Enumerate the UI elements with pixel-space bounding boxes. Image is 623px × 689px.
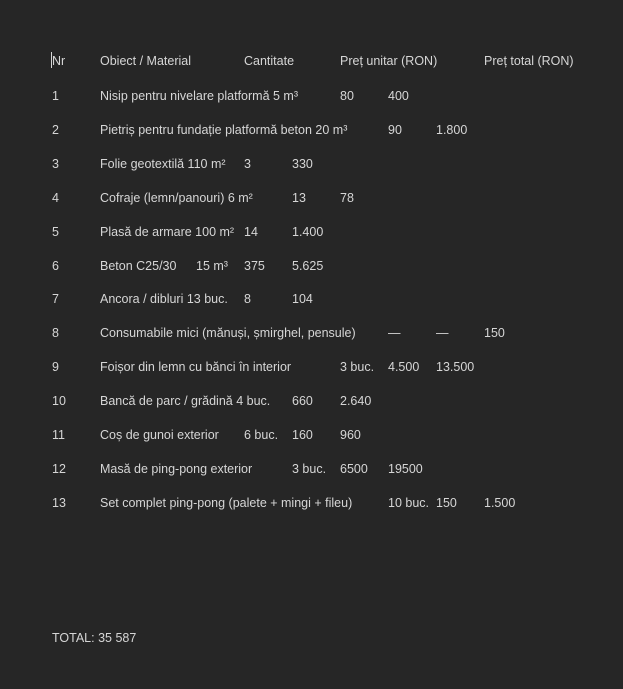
- row-value: 150: [436, 496, 457, 510]
- header-item: Obiect / Material: [100, 54, 192, 68]
- row-item: Cofraje (lemn/panouri) 6 m²: [100, 191, 253, 205]
- row-value: 14: [244, 225, 258, 239]
- row-item: Consumabile mici (mănuși, șmirghel, pensule): [100, 326, 356, 340]
- row-item: Pietriș pentru fundație platformă beton 20 m³: [100, 123, 348, 137]
- row-value: 375: [244, 259, 265, 273]
- row-value: 78: [340, 191, 354, 205]
- row-value: 19500: [388, 462, 423, 476]
- row-item: Bancă de parc / grădină 4 buc.: [100, 394, 271, 408]
- row-value: 1.800: [436, 123, 468, 137]
- row-value: 160: [292, 428, 313, 442]
- table-row: [0, 189, 623, 207]
- row-nr: 5: [52, 225, 59, 239]
- row-item: Masă de ping-pong exterior: [100, 462, 253, 476]
- row-item: Folie geotextilă 110 m²: [100, 157, 226, 171]
- header-unit-price: Preț unitar (RON): [340, 54, 438, 68]
- row-nr: 13: [52, 496, 66, 510]
- row-value: 90: [388, 123, 402, 137]
- row-item: Coș de gunoi exterior: [100, 428, 219, 442]
- row-nr: 10: [52, 394, 66, 408]
- row-value: 3 buc.: [340, 360, 375, 374]
- row-value: 10 buc.: [388, 496, 430, 510]
- table-row: [0, 324, 623, 342]
- table-row: [0, 87, 623, 105]
- row-value: 3: [244, 157, 251, 171]
- table-row: [0, 358, 623, 376]
- row-nr: 4: [52, 191, 59, 205]
- row-nr: 11: [52, 428, 65, 442]
- row-value: 13: [292, 191, 306, 205]
- row-value: 6500: [340, 462, 368, 476]
- table-row: [0, 121, 623, 139]
- row-value: 960: [340, 428, 361, 442]
- row-value: 1.500: [484, 496, 516, 510]
- row-value: 8: [244, 292, 251, 306]
- row-item: Foișor din lemn cu bănci în interior: [100, 360, 292, 374]
- table-row: [0, 155, 623, 173]
- row-value: —: [388, 326, 401, 340]
- row-value: 104: [292, 292, 313, 306]
- row-item: Plasă de armare 100 m²: [100, 225, 235, 239]
- row-value: 2.640: [340, 394, 372, 408]
- row-value: 330: [292, 157, 313, 171]
- row-value: 150: [484, 326, 505, 340]
- table-row: [0, 494, 623, 512]
- row-value: 80: [340, 89, 354, 103]
- table-row: [0, 460, 623, 478]
- table-row: [0, 290, 623, 308]
- table-row: [0, 426, 623, 444]
- row-value: 15 m³: [196, 259, 228, 273]
- row-value: 1.400: [292, 225, 324, 239]
- row-nr: 12: [52, 462, 66, 476]
- table-header: [0, 52, 623, 70]
- header-quantity: Cantitate: [244, 54, 295, 68]
- row-item: Beton C25/30: [100, 259, 177, 273]
- header-nr: Nr: [52, 54, 66, 68]
- table-row: [0, 257, 623, 275]
- row-value: 3 buc.: [292, 462, 327, 476]
- row-value: 4.500: [388, 360, 420, 374]
- row-item: Ancora / dibluri 13 buc.: [100, 292, 228, 306]
- table-row: [0, 392, 623, 410]
- row-nr: 1: [52, 89, 59, 103]
- row-value: 6 buc.: [244, 428, 279, 442]
- row-nr: 3: [52, 157, 59, 171]
- row-nr: 8: [52, 326, 59, 340]
- header-total-price: Preț total (RON): [484, 54, 574, 68]
- row-value: 660: [292, 394, 313, 408]
- table-row: [0, 223, 623, 241]
- row-value: 5.625: [292, 259, 324, 273]
- row-nr: 7: [52, 292, 59, 306]
- row-value: —: [436, 326, 449, 340]
- row-item: Set complet ping-pong (palete + mingi + fileu): [100, 496, 353, 510]
- row-nr: 2: [52, 123, 59, 137]
- grand-total: TOTAL: 35 587: [52, 631, 137, 645]
- row-nr: 6: [52, 259, 59, 273]
- row-item: Nisip pentru nivelare platformă 5 m³: [100, 89, 298, 103]
- row-value: 13.500: [436, 360, 475, 374]
- row-value: 400: [388, 89, 409, 103]
- row-nr: 9: [52, 360, 59, 374]
